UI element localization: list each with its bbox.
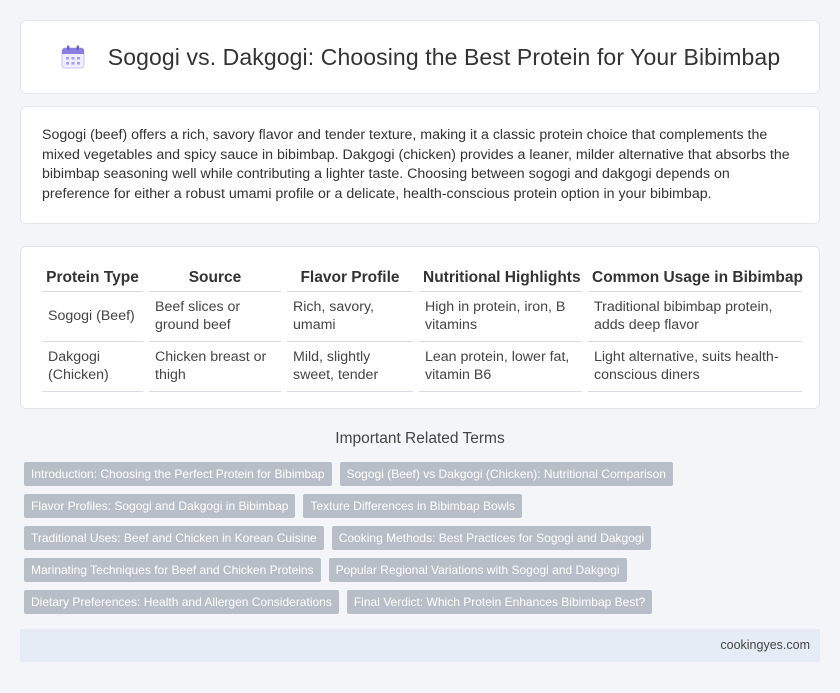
column-header-protein-type: Protein Type bbox=[42, 266, 143, 292]
column-header-common-usage: Common Usage in Bibimbap bbox=[588, 266, 802, 292]
table-row bbox=[42, 342, 802, 392]
column-header-source: Source bbox=[149, 266, 281, 292]
footer-site-name[interactable]: cookingyes.com bbox=[720, 638, 810, 652]
related-term-link[interactable]: Sogogi (Beef) vs Dakgogi (Chicken): Nutritional Comparison bbox=[340, 462, 673, 486]
table-cell: Dakgogi (Chicken) bbox=[42, 342, 143, 392]
header-card bbox=[20, 20, 820, 94]
related-terms-row bbox=[24, 494, 824, 518]
intro-card bbox=[20, 106, 820, 224]
related-term-link[interactable]: Flavor Profiles: Sogogi and Dakgogi in Bibimbap bbox=[24, 494, 295, 518]
related-terms-row bbox=[24, 558, 824, 582]
table-row bbox=[42, 292, 802, 342]
table-cell: Traditional bibimbap protein, adds deep flavor bbox=[588, 292, 802, 342]
comparison-table-card bbox=[20, 246, 820, 409]
intro-paragraph: Sogogi (beef) offers a rich, savory flavor and tender texture, making it a classic protein choice that complements the mixed vegetables and spicy sauce in bibimbap. Dakgogi (chicken) provides a leaner, milder alternative that absorbs the bibimbap seasoning well while contributing a lighter taste. Choosing between sogogi and dakgogi depends on preference for either a robust umami profile or a delicate, health-conscious protein option in your bibimbap. bbox=[42, 127, 790, 202]
column-header-nutritional-highlights: Nutritional Highlights bbox=[419, 266, 582, 292]
related-term-link[interactable]: Popular Regional Variations with Sogogi and Dakgogi bbox=[329, 558, 627, 582]
related-term-link[interactable]: Traditional Uses: Beef and Chicken in Korean Cuisine bbox=[24, 526, 324, 550]
comparison-table bbox=[36, 266, 808, 392]
related-terms-row bbox=[24, 590, 824, 614]
related-term-link[interactable]: Introduction: Choosing the Perfect Protein for Bibimbap bbox=[24, 462, 332, 486]
column-header-flavor-profile: Flavor Profile bbox=[287, 266, 413, 292]
related-terms-row bbox=[24, 526, 824, 550]
related-terms-heading: Important Related Terms bbox=[335, 430, 505, 447]
related-term-link[interactable]: Texture Differences in Bibimbap Bowls bbox=[303, 494, 522, 518]
related-terms-row bbox=[24, 462, 824, 486]
calendar-icon bbox=[60, 44, 86, 70]
related-term-link[interactable]: Marinating Techniques for Beef and Chicken Proteins bbox=[24, 558, 321, 582]
table-header-row bbox=[42, 266, 802, 292]
related-term-link[interactable]: Cooking Methods: Best Practices for Sogogi and Dakgogi bbox=[332, 526, 652, 550]
table-cell: Mild, slightly sweet, tender bbox=[287, 342, 413, 392]
table-cell: Sogogi (Beef) bbox=[42, 292, 143, 342]
table-cell: Rich, savory, umami bbox=[287, 292, 413, 342]
table-cell: Lean protein, lower fat, vitamin B6 bbox=[419, 342, 582, 392]
related-terms-list bbox=[24, 462, 824, 622]
related-term-link[interactable]: Dietary Preferences: Health and Allergen Considerations bbox=[24, 590, 339, 614]
table-cell: Beef slices or ground beef bbox=[149, 292, 281, 342]
footer-bar bbox=[20, 629, 820, 662]
table-cell: High in protein, iron, B vitamins bbox=[419, 292, 582, 342]
page-title: Sogogi vs. Dakgogi: Choosing the Best Protein for Your Bibimbap bbox=[107, 43, 781, 70]
table-cell: Light alternative, suits health-conscious diners bbox=[588, 342, 802, 392]
related-term-link[interactable]: Final Verdict: Which Protein Enhances Bibimbap Best? bbox=[347, 590, 652, 614]
table-cell: Chicken breast or thigh bbox=[149, 342, 281, 392]
